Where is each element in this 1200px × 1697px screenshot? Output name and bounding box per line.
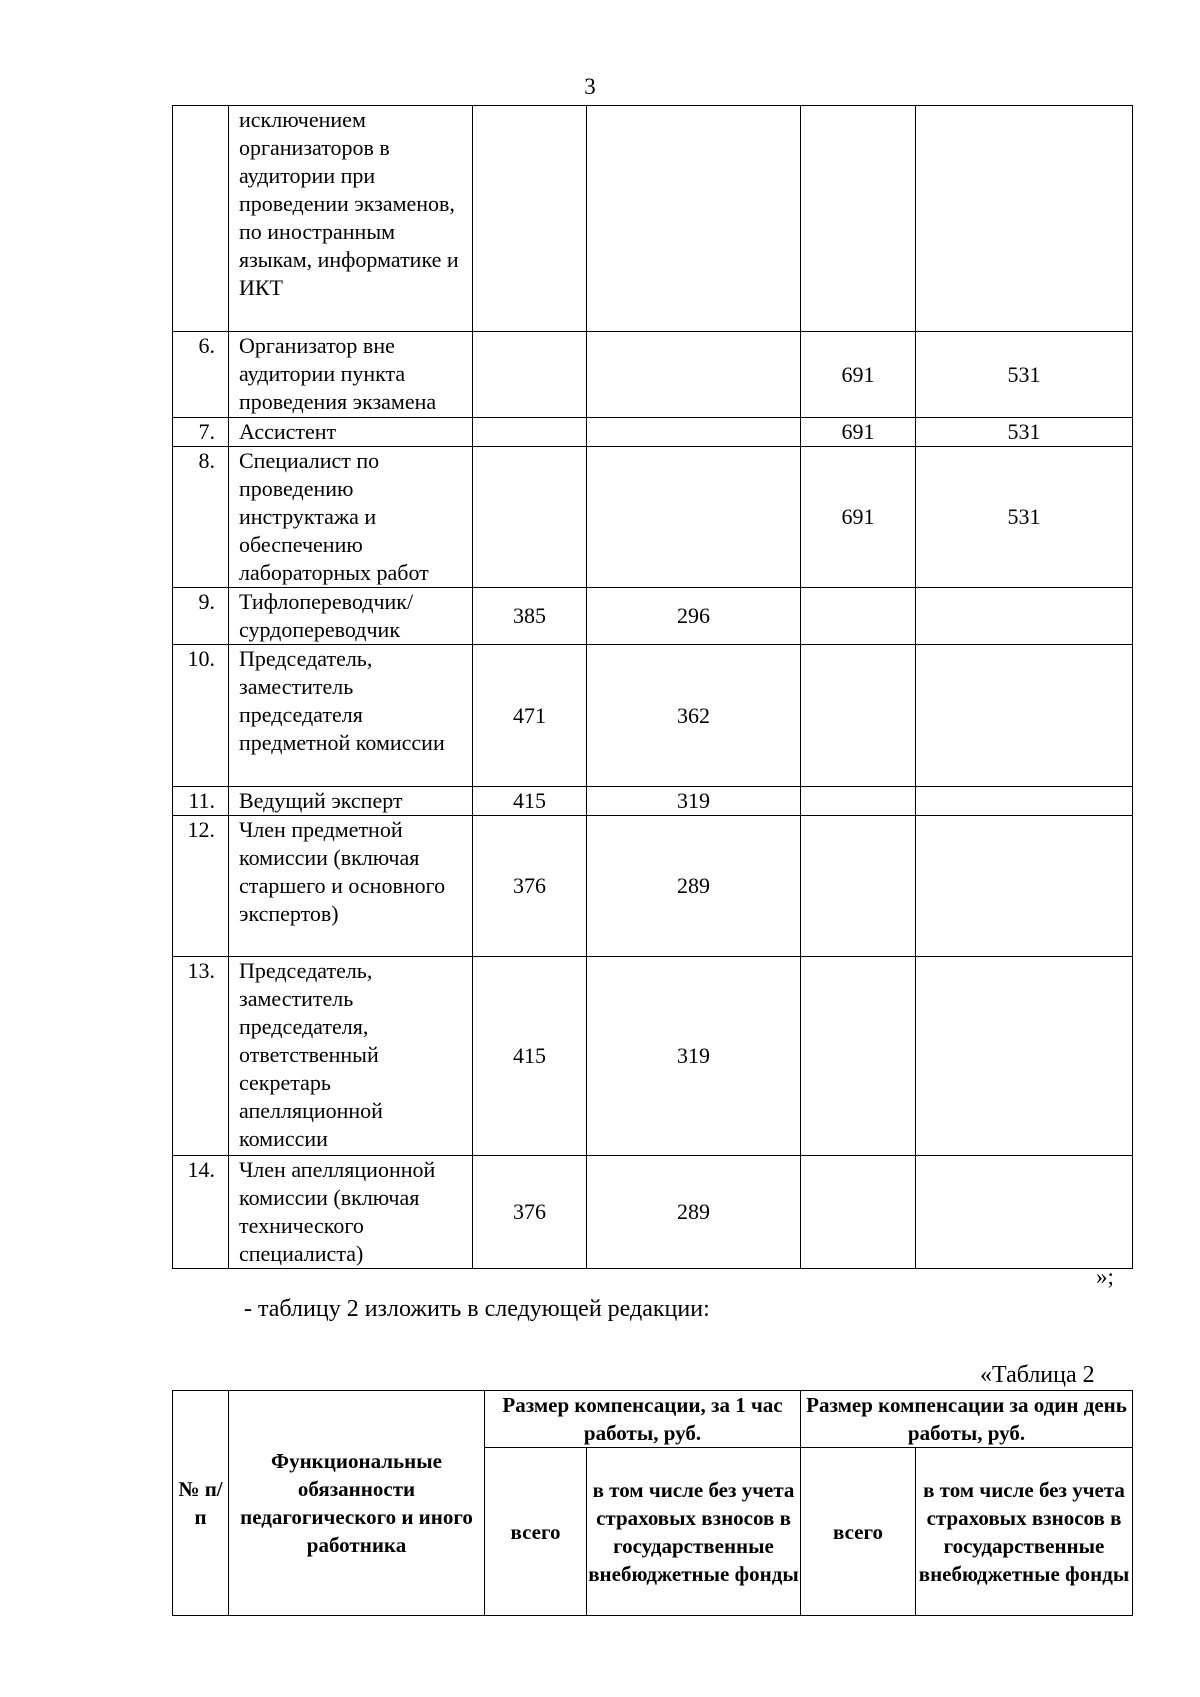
day-net-value — [916, 588, 1133, 645]
hour-net-value: 362 — [587, 645, 801, 787]
day-net-value — [916, 816, 1133, 957]
hour-total-value: 385 — [473, 588, 587, 645]
hour-net-value — [587, 447, 801, 588]
hour-net-value: 296 — [587, 588, 801, 645]
hour-total-value — [473, 332, 587, 418]
hour-net-value: 319 — [587, 957, 801, 1156]
day-total-value — [801, 645, 916, 787]
row-number: 11. — [173, 787, 229, 816]
hour-total-value: 415 — [473, 957, 587, 1156]
hour-net-value — [587, 106, 801, 332]
row-number: 14. — [173, 1156, 229, 1269]
row-duty: Председатель, заместитель председателя предметной комиссии — [229, 645, 473, 787]
page-number: 3 — [584, 74, 596, 99]
row-duty: Организатор вне аудитории пункта проведения экзамена — [229, 332, 473, 418]
day-net-value — [916, 1156, 1133, 1269]
row-number: 9. — [173, 588, 229, 645]
day-net-value: 531 — [916, 418, 1133, 447]
hour-net-value: 289 — [587, 1156, 801, 1269]
table-row — [173, 816, 1133, 957]
row-duty: Ассистент — [229, 418, 473, 447]
day-net-value: 531 — [916, 332, 1133, 418]
day-total-value: 691 — [801, 447, 916, 588]
table-row — [173, 588, 1133, 645]
row-duty: исключением организаторов в аудитории при проведении экзаменов, по иностранным языкам, информатике и ИКТ — [229, 106, 473, 332]
hour-total-value — [473, 418, 587, 447]
hour-total-value — [473, 106, 587, 332]
group-day-header: Размер компенсации за один день работы, руб. — [801, 1391, 1133, 1448]
hour-net-value: 319 — [587, 787, 801, 816]
day-total-value — [801, 588, 916, 645]
day-total-value: 691 — [801, 332, 916, 418]
row-number — [173, 106, 229, 332]
table-caption: «Таблица 2 — [980, 1362, 1095, 1388]
day-total-value — [801, 957, 916, 1156]
table-row — [173, 106, 1133, 332]
day-net-value — [916, 645, 1133, 787]
hour-total-value: 471 — [473, 645, 587, 787]
day-net-value — [916, 787, 1133, 816]
day-net-header: в том числе без учета страховых взносов в государственные внебюджетные фонды — [916, 1448, 1133, 1616]
column-number-header: № п/п — [173, 1391, 229, 1616]
hour-net-header: в том числе без учета страховых взносов в государственные внебюджетные фонды — [587, 1448, 801, 1616]
table-row — [173, 787, 1133, 816]
table-row — [173, 332, 1133, 418]
group-hour-header: Размер компенсации, за 1 час работы, руб. — [485, 1391, 801, 1448]
hour-total-value: 415 — [473, 787, 587, 816]
hour-total-header: всего — [485, 1448, 587, 1616]
column-duties-header: Функциональные обязанности педагогического и иного работника — [229, 1391, 485, 1616]
table-row — [173, 645, 1133, 787]
hour-total-value: 376 — [473, 1156, 587, 1269]
hour-net-value — [587, 332, 801, 418]
day-total-header: всего — [801, 1448, 916, 1616]
day-total-value: 691 — [801, 418, 916, 447]
day-total-value — [801, 816, 916, 957]
day-net-value — [916, 106, 1133, 332]
day-net-value: 531 — [916, 447, 1133, 588]
table-row — [173, 957, 1133, 1156]
hour-net-value: 289 — [587, 816, 801, 957]
row-number: 12. — [173, 816, 229, 957]
table-row — [173, 1156, 1133, 1269]
row-number: 10. — [173, 645, 229, 787]
hour-net-value — [587, 418, 801, 447]
row-duty: Тифлопереводчик/ сурдопереводчик — [229, 588, 473, 645]
compensation-table-continued — [172, 105, 1133, 1269]
day-total-value — [801, 1156, 916, 1269]
day-net-value — [916, 957, 1133, 1156]
table-row — [173, 418, 1133, 447]
hour-total-value: 376 — [473, 816, 587, 957]
hour-total-value — [473, 447, 587, 588]
row-number: 6. — [173, 332, 229, 418]
row-duty: Член предметной комиссии (включая старшего и основного экспертов) — [229, 816, 473, 957]
row-duty: Председатель, заместитель председателя, ответственный секретарь апелляционной комиссии — [229, 957, 473, 1156]
table-2-header — [172, 1390, 1133, 1616]
closing-quote: »; — [1096, 1264, 1114, 1289]
day-total-value — [801, 106, 916, 332]
row-duty: Ведущий эксперт — [229, 787, 473, 816]
row-number: 13. — [173, 957, 229, 1156]
row-number: 8. — [173, 447, 229, 588]
amendment-text: - таблицу 2 изложить в следующей редакции: — [244, 1296, 710, 1322]
table-2-header-row — [173, 1391, 1133, 1448]
row-duty: Член апелляционной комиссии (включая технического специалиста) — [229, 1156, 473, 1269]
row-duty: Специалист по проведению инструктажа и обеспечению лабораторных работ — [229, 447, 473, 588]
day-total-value — [801, 787, 916, 816]
row-number: 7. — [173, 418, 229, 447]
table-row — [173, 447, 1133, 588]
